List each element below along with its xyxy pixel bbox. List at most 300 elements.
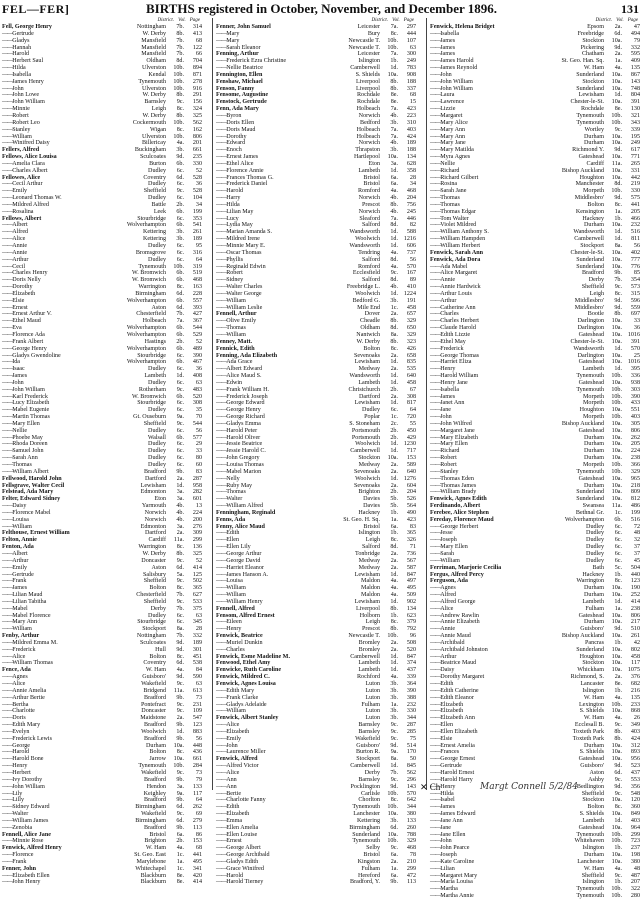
entry-district: Gateshead [578,331,604,338]
entry-name: —— Mary Ellen [430,441,548,448]
entry-name: —— Charles Herbert [430,318,548,325]
entry-name: —— Sidney Edward [2,804,110,811]
entry-volume: 3b. [176,147,184,154]
entry-volume: 8c. [390,345,398,352]
entry-page: 570 [406,790,416,797]
register-entry [430,455,640,462]
entry-page: 231 [192,701,202,708]
entry-page: 502 [192,578,202,585]
entry-volume: 9c. [614,776,622,783]
register-entry [2,120,202,127]
entry-page: 395 [630,366,640,373]
entry-volume: 7b. [176,311,184,318]
entry-name: —— Jane [430,407,548,414]
register-entry [216,510,416,517]
entry-district: Walsall [147,434,166,441]
entry-district: Gateshead [578,154,604,161]
entry-page: 806 [630,427,640,434]
entry-volume: 9d. [176,639,184,646]
entry-district: Toxteth Park [572,735,604,742]
entry-page: 516 [630,229,640,236]
entry-page: 510 [630,626,640,633]
register-entry [430,400,640,407]
entry-volume: 7a. [390,215,398,222]
entry-district: Pancras [585,639,604,646]
entry-volume: 4b. [176,516,184,523]
register-entry [216,305,416,312]
entry-name: Fenby, Arthur [2,633,40,640]
entry-volume: 8c. [390,30,398,37]
entry-name: —— Elizabeth Ellen [2,873,110,880]
entry-page: 366 [630,462,640,468]
entry-page: 204 [406,195,416,202]
entry-name: —— Hannah [2,45,110,52]
entry-district: Dudley [148,366,166,373]
register-entry [216,647,416,654]
entry-page: 577 [192,434,202,441]
entry-name: —— Alice [2,681,110,688]
entry-volume: 10a. [611,708,622,715]
register-entry [2,702,202,709]
entry-district: Gateshead [578,379,604,386]
register-entry [430,640,640,647]
entry-page: 34 [409,181,416,188]
entry-volume: 7a. [390,51,398,58]
entry-volume: 2b. [390,386,398,393]
register-entry [430,483,640,490]
entry-district: Stockton [582,78,604,85]
entry-volume: 9c. [176,811,184,818]
entry-volume: 1d. [390,229,398,236]
entry-name: Fenney, Matt. [216,338,253,345]
register-entry [216,722,416,729]
entry-name: —— Gladys Emma [216,421,324,428]
entry-volume: 1d. [390,243,398,249]
register-entry [2,866,202,873]
register-entry [430,674,640,681]
entry-volume: 9c. [614,284,622,291]
entry-district: Salford [362,256,380,263]
entry-district: Stourbridge [137,400,166,407]
entry-volume: 10a. [611,331,622,338]
entry-volume: 1d. [390,167,398,174]
entry-name: —— Mary Ann [430,134,548,141]
register-entry [2,181,202,188]
entry-page: 704 [192,58,202,65]
entry-volume: 9c. [176,557,184,564]
entry-page: 344 [406,715,416,722]
entry-district: Durham [584,742,604,749]
entry-volume: 8d. [614,181,622,188]
entry-volume: 1b. [614,571,622,578]
entry-volume: 6c. [390,407,398,414]
entry-volume: 8b. [390,605,398,612]
entry-volume: 4a. [390,188,398,195]
entry-district: Barnsley [358,722,380,729]
register-entry [2,804,202,811]
entry-page: 349 [630,722,640,729]
entry-district: S. Shields [579,811,604,818]
entry-page: 423 [406,516,416,523]
entry-name: —— Harold Ernest [430,770,548,777]
entry-district: Sculcoates [139,154,166,161]
entry-volume: 1d. [390,475,398,482]
entry-volume: 3a. [176,783,184,790]
register-entry [430,353,640,360]
entry-district: Leigh [151,106,166,113]
entry-name: —— Elizabeth [430,708,548,715]
register-entry [430,462,640,469]
register-entry [216,818,416,825]
register-entry [216,92,416,99]
entry-page: 893 [630,749,640,756]
register-entry [430,599,640,606]
entry-name: —— William [216,298,324,305]
entry-name: —— Arthur [430,298,548,305]
entry-volume: 9d. [614,297,622,304]
entry-page: 596 [630,297,640,304]
entry-page: 80 [195,455,202,462]
register-entry [430,722,640,729]
entry-volume: 6c. [176,612,184,619]
entry-page: 623 [406,612,416,619]
entry-district: Eton [368,160,380,167]
entry-page: 224 [192,509,202,516]
entry-page: 210 [406,858,416,865]
entry-page: 305 [630,420,640,427]
entry-volume: 6c. [176,400,184,407]
register-entry [2,859,202,866]
entry-name: —— Amelia Clara [2,161,110,168]
entry-page: 339 [406,674,416,681]
entry-district: Prescot [362,201,380,208]
entry-page: 163 [192,284,202,291]
entry-district: Wolverhampton [126,331,166,338]
register-entry [430,45,640,52]
register-entry [430,291,640,298]
entry-volume: 6c. [176,427,184,434]
entry-name: —— Janet Ann [430,400,548,407]
entry-page: 216 [630,687,640,694]
entry-district: Lambeth [358,667,380,674]
entry-name: —— Cecil [2,264,110,271]
entry-page: 965 [630,475,640,482]
entry-name: —— George Henry [216,407,324,414]
handwritten-mark: ✕ Ch [420,782,441,792]
entry-district: Pickering [580,44,604,51]
entry-name: —— Violet Mildred [430,222,548,229]
entry-page: 380 [406,811,416,818]
entry-district: Camberwell [350,65,380,72]
entry-name: Fensome, Augustine [216,92,269,99]
entry-district: Liverpool [355,85,380,92]
entry-page: 402 [630,249,640,256]
entry-volume: 6c. [614,557,622,564]
entry-page: 319 [192,263,202,270]
register-entry [2,58,202,65]
entry-district: Bristol [363,174,380,181]
register-entry [430,879,640,886]
entry-district: Cardiff [148,537,166,544]
entry-volume: 1b. [614,687,622,694]
entry-page: 95 [195,243,202,249]
entry-district: Stourbridge [137,352,166,359]
register-entry [430,503,640,510]
register-entry [216,777,416,784]
entry-district: Middlesbro' [574,195,604,202]
entry-page: 360 [630,804,640,811]
register-entry [216,86,416,93]
entry-name: —— Lucy Elizabeth [2,400,110,407]
entry-district: Stockport [142,626,166,633]
entry-name: —— Arthur Bertie [2,695,110,702]
entry-name: Fennick, Edith [216,345,255,352]
entry-volume: 7b. [176,592,184,599]
register-entry [2,647,202,654]
entry-district: Norwich [358,112,380,119]
register-entry [216,572,416,579]
entry-volume: 2a. [176,715,184,722]
entry-page: 36 [195,181,202,188]
entry-name: —— Alfred Victor [216,763,324,770]
entry-page: 468 [406,188,416,195]
entry-volume: 4b. [390,195,398,202]
entry-page: 519 [192,270,202,277]
entry-page: 316 [192,249,202,256]
entry-volume: 1c. [614,509,622,516]
entry-page: 297 [406,24,416,30]
entry-district: Stockton [582,37,604,44]
entry-name: Fenwick, Beatrice [216,633,263,640]
entry-name: —— Charles [216,647,324,654]
entry-volume: 1d. [390,441,398,448]
entry-volume: 3b. [390,687,398,694]
entry-page: 78 [409,852,416,859]
district-head: District. [371,18,389,23]
entry-district: Leicester [357,51,380,58]
entry-district: Oldham [146,58,166,65]
entry-district: Kensington [575,208,604,215]
register-entry [430,496,640,503]
entry-page: 42 [633,639,640,646]
entry-district: Kettering [356,817,380,824]
entry-page: 189 [192,236,202,243]
entry-volume: 9c. [176,708,184,715]
entry-volume: 2a. [390,557,398,564]
entry-district: Bedford G. [352,297,380,304]
entry-volume: 9c. [614,872,622,879]
entry-volume: 6c. [614,530,622,537]
entry-district: Dartford [359,393,380,400]
entry-name: —— Lily [2,791,110,798]
entry-page: 509 [406,592,416,599]
register-entry [430,380,640,387]
entry-page: 446 [406,215,416,222]
register-entry [216,277,416,284]
entry-page: 835 [406,359,416,366]
entry-volume: 8b. [614,311,622,318]
entry-name: —— Arthur [2,558,110,565]
entry-district: Coventry [143,660,166,667]
entry-volume: 2a. [390,393,398,400]
entry-district: Billericay [141,140,166,147]
entry-page: 330 [192,160,202,167]
entry-volume: 9c. [176,578,184,585]
entry-page: 64 [409,407,416,414]
entry-district: W. Bromwich [132,277,166,284]
entry-volume: 8e. [176,879,184,886]
entry-name: —— Frances [430,749,548,756]
register-entry [430,797,640,804]
entry-name: —— Gladys Edith [216,859,324,866]
entry-name: —— Charles [430,311,548,318]
entry-volume: 6a. [390,174,398,181]
entry-district: Burton R. [355,749,380,756]
entry-page: 756 [406,201,416,208]
entry-page: 143 [630,78,640,85]
entry-page: 437 [630,769,640,776]
register-entry [430,708,640,715]
entry-page: 63 [195,681,202,687]
entry-district: Dudley [148,448,166,455]
entry-name: Fenwick, Agnes Edith [430,496,487,503]
entry-volume: 4a. [614,694,622,701]
entry-district: Tynemouth [576,386,604,393]
entry-volume: 6c. [176,366,184,373]
entry-district: Holborn [359,612,380,619]
entry-district: Dudley [148,612,166,619]
entry-volume: 6b. [176,393,184,400]
entry-volume: 2a. [390,564,398,571]
entry-page: 56 [633,243,640,249]
entry-name: —— Phoebe May [2,435,110,442]
entry-district: Woolwich [355,441,380,448]
entry-district: Sunderland [576,496,604,503]
entry-name: —— Andrew Rawlin [430,613,548,620]
entry-district: Marylebone [136,858,166,865]
entry-district: Maidstone [140,715,166,722]
entry-page: 117 [193,790,202,797]
entry-name: —— Frederick Joseph [216,394,324,401]
register-entry [216,503,416,510]
register-entry [430,284,640,291]
entry-volume: 3a. [176,523,184,530]
entry-district: Dudley [586,537,604,544]
entry-volume: 10b. [387,790,398,797]
entry-name: —— William Anthony S. [430,229,548,236]
entry-name: —— Lawrence [430,99,548,106]
entry-page: 804 [630,92,640,99]
entry-page: 529 [192,331,202,338]
register-entry [2,229,202,236]
entry-page: 285 [406,728,416,735]
entry-name: —— Gertrude [2,31,110,38]
entry-name: —— John [430,72,548,79]
entry-page: 341 [192,865,202,872]
entry-name: —— John Henry [2,879,110,886]
entry-district: Tynemouth [352,804,380,811]
entry-volume: 9c. [390,722,398,729]
entry-page: 466 [630,215,640,222]
entry-volume: 10a. [387,71,398,78]
entry-volume: 9d. [176,646,184,653]
entry-name: —— Harold [2,749,110,756]
entry-district: St. Geo. Han. Sq. [561,58,604,65]
entry-volume: 1d. [176,482,184,489]
entry-name: —— Mary Ann [2,619,110,626]
register-entry [430,893,640,900]
register-entry [2,873,202,880]
entry-volume: 10a. [611,256,622,263]
register-entry [430,414,640,421]
entry-district: Tynemouth [576,886,604,893]
entry-page: 444 [406,30,416,37]
entry-volume: 10a. [611,667,622,674]
register-entry [216,558,416,565]
entry-name: —— Elizabeth [216,811,324,818]
entry-page: 403 [406,126,416,133]
entry-page: 902 [406,598,416,605]
entry-page: 538 [192,660,202,667]
entry-name: Fellwood, Harold John [2,475,62,482]
entry-name: —— Ann [216,784,324,791]
entry-volume: 8c. [176,585,184,592]
entry-page: 956 [630,756,640,763]
entry-name: Fennington, Ellen [216,71,263,78]
entry-page: 26 [633,715,640,722]
entry-name: —— Arthur [2,257,110,264]
entry-district: Durham [584,619,604,626]
entry-volume: 6b. [614,516,622,523]
entry-district: Rochdale [356,92,380,99]
entry-page: 495 [192,858,202,865]
entry-name: —— Robert [430,462,548,469]
entry-district: Medway [358,462,380,468]
entry-district: Mansfield [141,51,166,58]
entry-district: Durham [584,434,604,441]
entry-page: 282 [192,489,202,496]
entry-district: Keighley [143,790,166,797]
register-entry [430,763,640,770]
register-entry [216,784,416,791]
entry-volume: 1d. [390,400,398,407]
register-entry [2,715,202,722]
entry-volume: 4a. [614,715,622,722]
entry-name: —— Walter Charles [216,284,324,291]
entry-name: —— Doris [2,715,110,722]
entry-volume: 9c. [614,126,622,133]
entry-volume: 6d. [390,824,398,831]
register-entry [216,229,416,236]
register-entry [216,688,416,695]
entry-name: —— Thomas Edgar [430,209,548,216]
register-entry [216,695,416,702]
entry-district: W. Ham [583,65,604,72]
entry-volume: 4a. [390,674,398,681]
entry-name: —— Agnes [2,674,110,681]
entry-volume: 1a. [614,605,622,612]
register-entry [2,681,202,688]
entry-name: —— Kate Caroline [430,859,548,866]
entry-district: Nottingham [136,633,166,640]
entry-district: Chester-le-St. [570,338,604,345]
entry-name: —— Annie Hardwick [430,284,548,291]
entry-page: 82 [409,222,416,229]
entry-page: 720 [406,414,416,421]
entry-name: —— Ellen Amelia [216,825,324,832]
entry-name: —— George Edward [216,400,324,407]
entry-page: 883 [192,728,202,735]
